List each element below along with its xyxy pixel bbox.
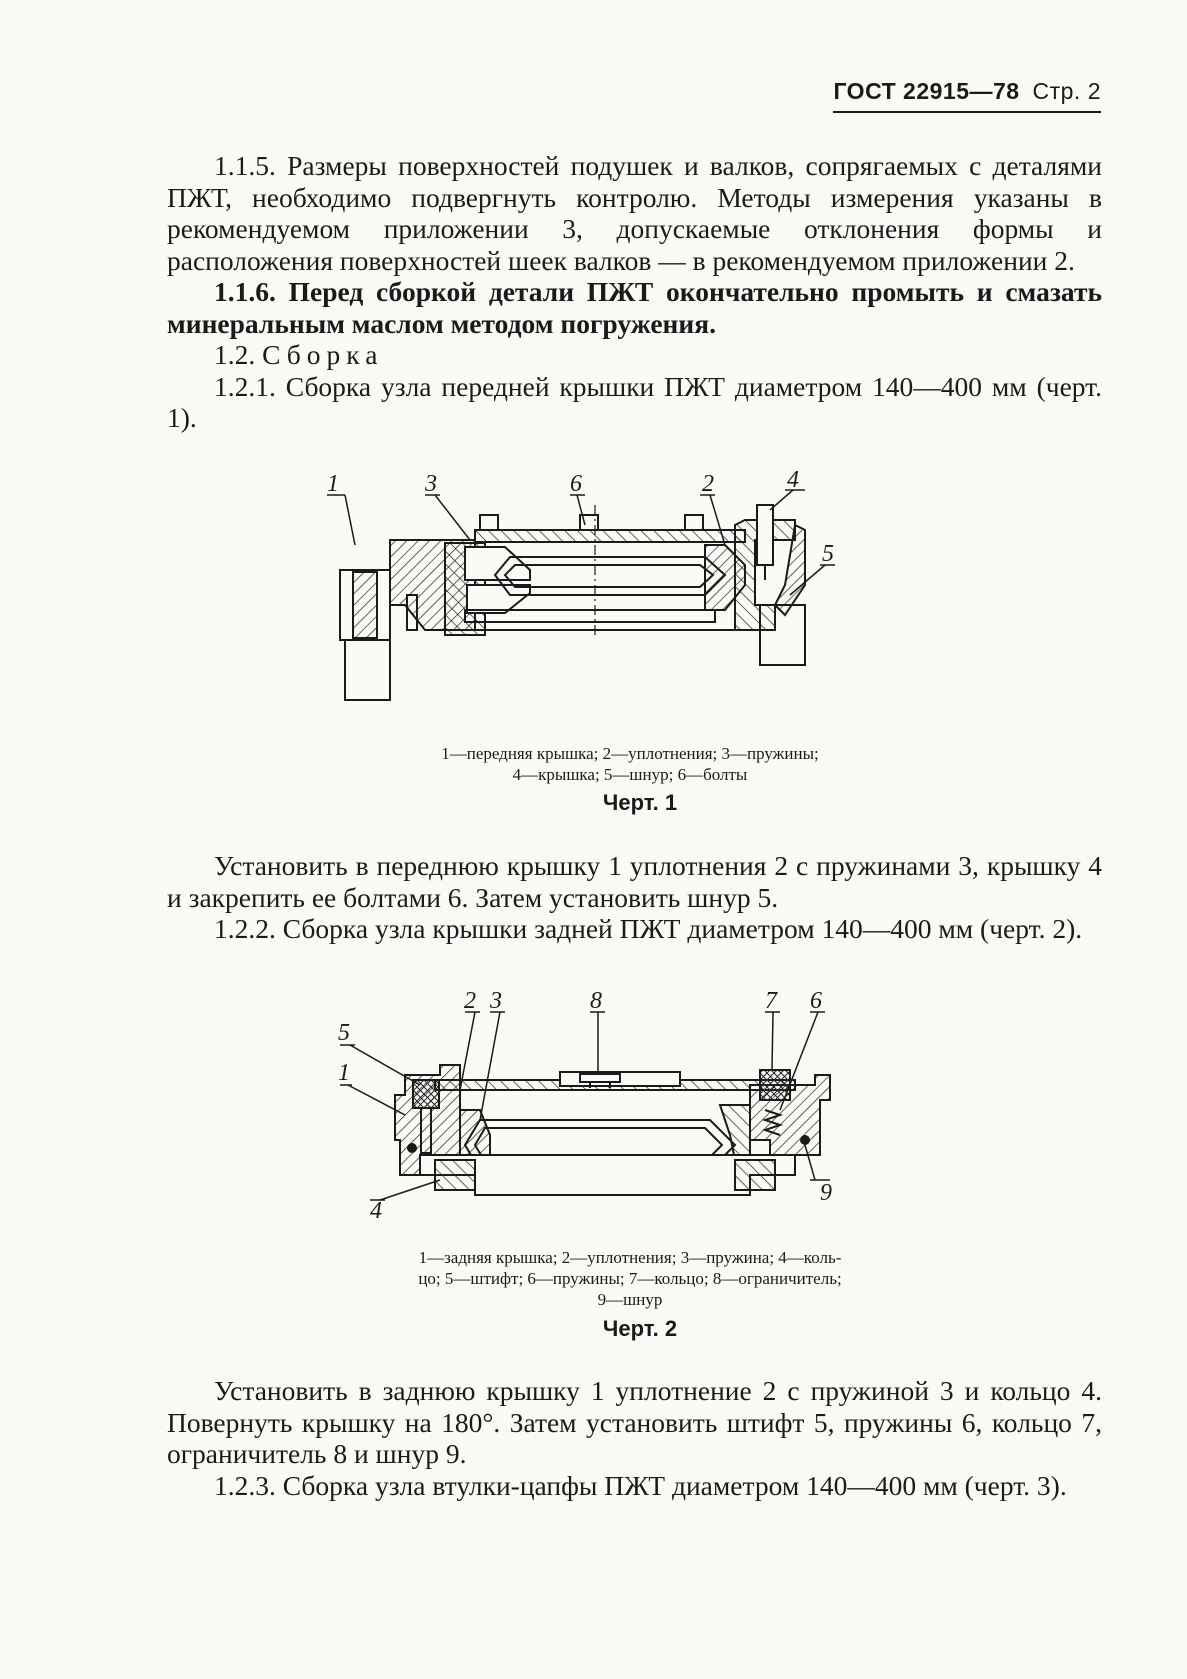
paragraph-assembly-1: Установить в переднюю крышку 1 уплотнения 2 с пружинами 3, крышку 4 и закрепить ее болтами 6. Затем установить шнур 5.	[167, 850, 1102, 913]
figure-2-label-9: 9	[820, 1180, 832, 1206]
figure-2-label-3: 3	[490, 988, 502, 1014]
figure-2-drawing	[338, 988, 900, 1224]
figure-2-caption-line-1: 1—задняя крышка; 2—уплотнения; 3—пружина; 4—коль-	[418, 1248, 842, 1267]
figure-2-caption-line-3: 9—шнур	[597, 1290, 663, 1309]
figure-1-label-1: 1	[327, 471, 339, 497]
page-number: Стр. 2	[1032, 78, 1101, 104]
page-header	[833, 78, 1101, 113]
figure-1-label-4: 4	[787, 467, 799, 493]
figure-2-label-8: 8	[590, 988, 602, 1014]
figure-1-label-6: 6	[570, 471, 582, 497]
paragraph-1-2-3: 1.2.3. Сборка узла втулки-цапфы ПЖТ диаметром 140—400 мм (черт. 3).	[214, 1469, 1067, 1501]
paragraph-1-2-1: 1.2.1. Сборка узла передней крышки ПЖТ диаметром 140—400 мм (черт. 1).	[167, 370, 1102, 433]
figure-2-label-2: 2	[464, 988, 476, 1014]
figure-1-caption-line-2: 4—крышка; 5—шнур; 6—болты	[512, 765, 748, 784]
figure-1-label-3: 3	[425, 471, 437, 497]
paragraph-1-1-5: 1.1.5. Размеры поверхностей подушек и валков, сопрягаемых с деталями ПЖТ, необходимо подвергнуть контролю. Методы измерения указаны в рекомендуемом приложении 3, допускаемые отклонения формы и расположения поверхностей шеек валков — в рекомендуемом приложении 2.	[167, 150, 1102, 276]
figure-2-caption-line-2: цо; 5—штифт; 6—пружины; 7—кольцо; 8—ограничитель;	[418, 1269, 842, 1288]
figure-1-drawing	[315, 467, 875, 710]
figure-1-caption-line-1: 1—передняя крышка; 2—уплотнения; 3—пружины;	[441, 744, 819, 763]
section-heading-1-2	[167, 339, 1102, 371]
figure-2-label-7: 7	[765, 988, 777, 1014]
paragraph-1-1-6: 1.1.6. Перед сборкой детали ПЖТ окончательно промыть и смазать минеральным маслом методом погружения.	[167, 276, 1102, 339]
figure-2-caption	[330, 1247, 930, 1310]
figure-1-label-5: 5	[822, 541, 834, 567]
section-title: Сборка	[262, 339, 384, 370]
figure-2-label-1: 1	[338, 1060, 350, 1086]
figure-2-label-4: 4	[370, 1198, 382, 1224]
text-block-2	[167, 850, 1102, 945]
figure-2-label-5: 5	[338, 1020, 350, 1046]
figure-2-title: Черт. 2	[602, 1316, 678, 1341]
figure-1-label-2: 2	[702, 471, 714, 497]
document-code: ГОСТ 22915—78	[833, 78, 1020, 104]
text-block-1	[167, 150, 1102, 434]
figure-2-label-6: 6	[810, 988, 822, 1014]
text-block-3	[167, 1375, 1102, 1501]
paragraph-1-2-2: 1.2.2. Сборка узла крышки задней ПЖТ диаметром 140—400 мм (черт. 2).	[214, 913, 1083, 944]
paragraph-assembly-2: Установить в заднюю крышку 1 уплотнение 2 с пружиной 3 и кольцо 4. Повернуть крышку на 180°. Затем установить штифт 5, пружины 6, кольцо 7, ограничитель 8 и шнур 9.	[167, 1375, 1102, 1469]
figure-1-caption	[330, 743, 930, 785]
figure-1-title: Черт. 1	[602, 790, 678, 815]
section-number: 1.2.	[214, 339, 256, 370]
